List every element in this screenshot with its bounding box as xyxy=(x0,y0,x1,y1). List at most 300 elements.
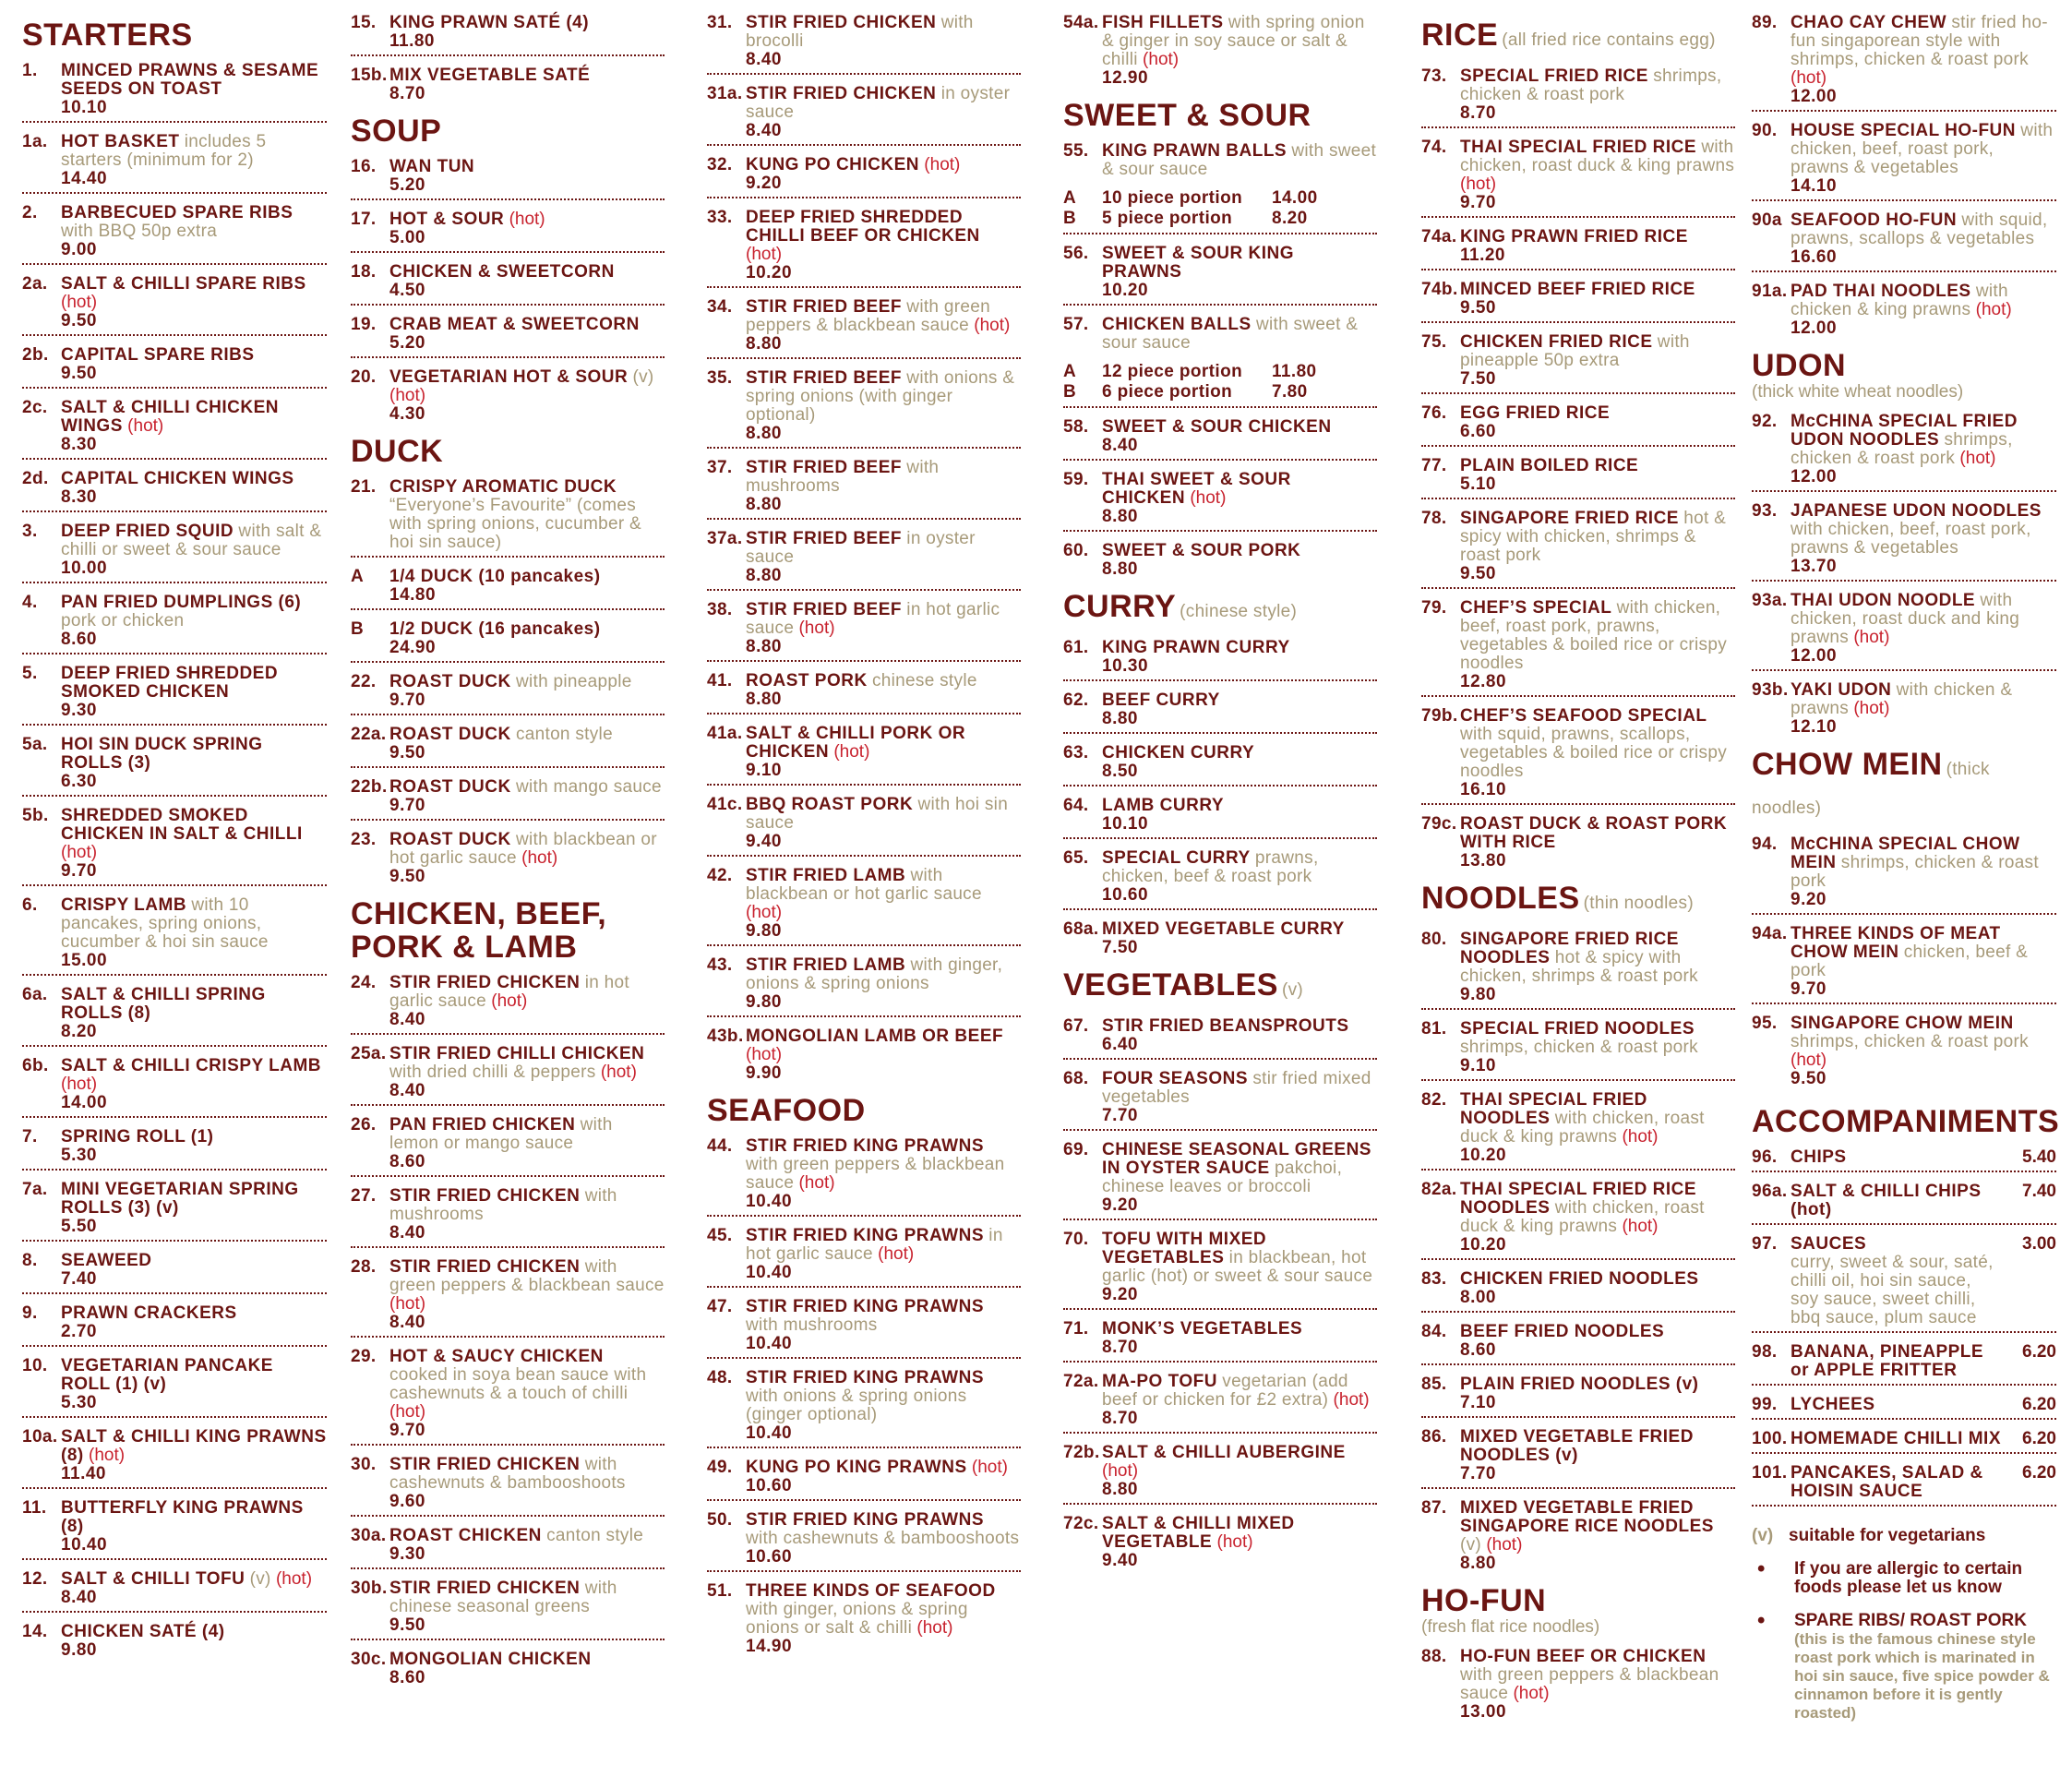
section-heading xyxy=(1421,1584,1735,1617)
item-name: KUNG PO KING PRAWNS xyxy=(746,1458,967,1477)
item-description: with chicken, roast duck and king prawns xyxy=(1791,591,2020,647)
item-description: with pineapple xyxy=(515,672,632,691)
item-price: 10.40 xyxy=(746,1192,793,1211)
item-number: 101. xyxy=(1752,1463,1788,1483)
item-body xyxy=(746,156,1021,193)
item-price: 8.80 xyxy=(1102,709,1138,728)
item-number: 7. xyxy=(22,1127,38,1147)
item-body xyxy=(1102,1320,1377,1357)
item-price: 5.10 xyxy=(1460,474,1496,494)
item-number: 71. xyxy=(1063,1319,1089,1339)
item-number: 91a. xyxy=(1752,282,1788,301)
item-body xyxy=(61,1057,327,1112)
hot-badge: (hot) xyxy=(1143,50,1180,69)
item-name: SALT & CHILLI SPARE RIBS xyxy=(61,274,306,294)
item-name: 1/4 DUCK (10 pancakes) xyxy=(389,567,601,586)
item-price: 15.00 xyxy=(61,951,108,970)
accompaniment-item xyxy=(1752,1147,2056,1172)
item-price: 11.20 xyxy=(1460,246,1505,265)
section-heading xyxy=(351,435,665,468)
item-description: cooked in soya bean sauce with cashewnuts & a touch of chilli xyxy=(389,1365,647,1403)
item-body xyxy=(61,1304,327,1341)
item-name: CAPITAL SPARE RIBS xyxy=(61,345,255,365)
section-subtitle: (all fried rice contains egg) xyxy=(1502,30,1716,50)
item-number: 51. xyxy=(707,1581,733,1601)
item-price: 9.90 xyxy=(746,1063,782,1083)
item-body xyxy=(1460,1181,1735,1255)
menu-item xyxy=(1421,1090,1735,1171)
hot-badge: (hot) xyxy=(971,1458,1008,1477)
menu-item xyxy=(1063,848,1377,910)
item-body xyxy=(389,974,665,1029)
item-price: 10.40 xyxy=(746,1423,793,1443)
item-name: HOMEMADE CHILLI MIX xyxy=(1791,1429,2001,1448)
item-price: 14.00 xyxy=(61,1093,108,1112)
item-price: 2.70 xyxy=(61,1322,97,1341)
item-description: with mango sauce xyxy=(515,777,662,797)
item-number: 100. xyxy=(1752,1429,1788,1448)
menu-item xyxy=(22,735,327,797)
item-number: 82. xyxy=(1421,1090,1447,1110)
item-name: DEEP FRIED SHREDDED CHILLI BEEF OR CHICKEN xyxy=(746,208,980,246)
portion-key: A xyxy=(1063,188,1077,208)
item-body xyxy=(746,85,1021,140)
menu-item xyxy=(351,830,665,890)
hot-badge: (hot) xyxy=(974,316,1011,335)
item-name: STIR FRIED CHICKEN xyxy=(389,1579,581,1598)
item-body xyxy=(1460,67,1735,123)
item-price: 12.00 xyxy=(1791,318,1838,338)
item-description: with chicken & prawns xyxy=(1791,680,2013,718)
item-number: 93a. xyxy=(1752,591,1788,610)
item-number: 2b. xyxy=(22,345,49,365)
item-number: 17. xyxy=(351,210,377,229)
menu-item xyxy=(707,1136,1021,1217)
item-name: CAPITAL CHICKEN WINGS xyxy=(61,469,294,488)
item-description: with green peppers & blackbean sauce xyxy=(746,297,990,335)
item-description: with sweet & sour sauce xyxy=(1102,315,1359,353)
menu-item xyxy=(1421,332,1735,394)
item-name: SALT & CHILLI TOFU xyxy=(61,1569,246,1589)
menu-item xyxy=(1063,1230,1377,1310)
item-name: BANANA, PINEAPPLE or APPLE FRITTER xyxy=(1791,1342,1984,1380)
item-body xyxy=(1460,333,1735,389)
item-number: 79. xyxy=(1421,598,1447,618)
menu-item xyxy=(351,973,665,1035)
item-price: 9.20 xyxy=(1102,1285,1138,1304)
section-title: RICE xyxy=(1421,18,1499,53)
item-name: THAI SPECIAL FRIED RICE xyxy=(1460,138,1697,157)
item-price: 8.80 xyxy=(1102,559,1138,579)
section-heading xyxy=(1752,349,2056,382)
item-price: 9.50 xyxy=(389,867,425,886)
item-name: ROAST DUCK xyxy=(389,777,511,797)
hot-badge: (hot) xyxy=(1460,174,1497,194)
item-price: 8.70 xyxy=(1102,1338,1138,1357)
section-heading xyxy=(22,18,327,52)
item-name: ROAST PORK xyxy=(746,671,868,690)
section-title: CURRY xyxy=(1063,589,1177,624)
item-description: (v) xyxy=(632,367,654,387)
item-body xyxy=(1102,849,1377,905)
item-description: with pineapple 50p extra xyxy=(1460,332,1690,370)
item-description: with chicken, roast duck & king prawns xyxy=(1460,1109,1705,1147)
menu-item xyxy=(1421,1322,1735,1365)
item-number: 31a. xyxy=(707,84,743,103)
menu-item xyxy=(1752,834,2056,915)
item-description: with chicken, beef, roast pork, prawns & vegetables xyxy=(1791,121,2054,177)
item-number: 55. xyxy=(1063,141,1089,161)
item-name: SALT & CHILLI CHIPS (hot) xyxy=(1791,1182,1982,1219)
item-name: STIR FRIED BEEF xyxy=(746,458,903,477)
menu-item xyxy=(22,1251,327,1294)
hot-badge: (hot) xyxy=(1853,699,1890,718)
item-number: 72a. xyxy=(1063,1372,1099,1391)
item-number: 2d. xyxy=(22,469,49,488)
menu-item xyxy=(1421,509,1735,589)
menu-item xyxy=(351,1455,665,1517)
item-number: 38. xyxy=(707,600,733,619)
ribs-text: (this is the famous chinese style roast pork which is marinated in hoi sin sauce, five spice powder & cinnamon before it is gently roasted) xyxy=(1794,1630,2050,1722)
item-number: 4. xyxy=(22,593,38,612)
menu-item xyxy=(22,345,327,389)
item-number: 22. xyxy=(351,672,377,691)
item-description: canton style xyxy=(515,725,613,744)
item-price: 8.60 xyxy=(389,1152,425,1171)
menu-item xyxy=(1063,417,1377,461)
item-number: 1. xyxy=(22,61,38,80)
section-heading xyxy=(1421,882,1735,920)
item-number: 77. xyxy=(1421,456,1447,475)
item-price: 3.00 xyxy=(2022,1234,2056,1254)
item-number: 68a. xyxy=(1063,919,1099,939)
item-price: 16.10 xyxy=(1460,780,1507,799)
item-body xyxy=(389,1258,665,1332)
item-price: 8.30 xyxy=(61,435,97,454)
item-price: 10.00 xyxy=(61,558,108,578)
section-heading xyxy=(1752,748,2056,825)
item-name: SALT & CHILLI AUBERGINE xyxy=(1102,1443,1346,1462)
item-description: “Everyone’s Favourite” (comes with spring onions, cucumber & hoi sin sauce) xyxy=(389,496,642,552)
item-body xyxy=(1791,681,2056,737)
item-body xyxy=(1102,471,1377,526)
item-price: 9.10 xyxy=(1460,1056,1496,1075)
menu-item xyxy=(1063,1319,1377,1363)
item-name: FISH FILLETS xyxy=(1102,13,1224,32)
menu-item xyxy=(1063,1372,1377,1434)
accompaniment-item xyxy=(1752,1342,2056,1386)
item-body xyxy=(61,470,327,507)
item-description: with chicken, roast duck & king prawns xyxy=(1460,1198,1705,1236)
menu-column-4 xyxy=(1063,13,1377,1581)
menu-item xyxy=(1421,280,1735,323)
menu-section xyxy=(351,897,665,1691)
item-number: 32. xyxy=(707,155,733,174)
menu-item xyxy=(707,155,1021,198)
hot-badge: (hot) xyxy=(798,1173,835,1193)
item-body xyxy=(746,1582,1021,1656)
item-name: STIR FRIED BEANSPROUTS xyxy=(1102,1016,1349,1036)
item-name: CHINESE SEASONAL GREENS IN OYSTER SAUCE xyxy=(1102,1140,1371,1178)
section-heading xyxy=(351,897,665,964)
menu-item xyxy=(1752,412,2056,492)
item-description: with green peppers & blackbean sauce xyxy=(389,1257,665,1295)
menu-item xyxy=(351,1044,665,1106)
item-price: 5.30 xyxy=(61,1393,97,1412)
item-number: 34. xyxy=(707,297,733,317)
hot-badge: (hot) xyxy=(389,386,426,405)
item-number: 15. xyxy=(351,13,377,32)
item-body xyxy=(746,796,1021,851)
item-name: MONGOLIAN CHICKEN xyxy=(389,1650,592,1669)
item-price: 11.40 xyxy=(61,1464,106,1483)
hot-badge: (hot) xyxy=(509,210,545,229)
section-heading xyxy=(707,1094,1021,1127)
item-name: STIR FRIED CHICKEN xyxy=(389,973,581,992)
menu-item xyxy=(1421,598,1735,697)
menu-item xyxy=(707,1368,1021,1448)
menu-item xyxy=(707,955,1021,1017)
item-price: 9.70 xyxy=(389,1421,425,1440)
item-body xyxy=(1102,1231,1377,1304)
item-price: 12.10 xyxy=(1791,717,1838,737)
menu-item xyxy=(707,600,1021,662)
item-name: 1/2 DUCK (16 pancakes) xyxy=(389,619,601,639)
item-body xyxy=(389,778,665,815)
item-number: 88. xyxy=(1421,1647,1447,1666)
item-name: SAUCES xyxy=(1791,1234,1867,1254)
item-number: 94a. xyxy=(1752,924,1788,943)
hot-badge: (hot) xyxy=(1102,1461,1139,1481)
item-number: 68. xyxy=(1063,1069,1089,1088)
item-body xyxy=(746,298,1021,354)
item-price: 8.80 xyxy=(1460,1554,1496,1573)
item-description: with cashewnuts & bambooshoots xyxy=(746,1529,1020,1548)
portion-price: 7.80 xyxy=(1272,382,1308,402)
item-number: 74b. xyxy=(1421,280,1458,299)
item-body xyxy=(746,209,1021,282)
item-price: 8.20 xyxy=(61,1022,97,1041)
item-description: shrimps, chicken & roast pork xyxy=(1460,66,1722,104)
menu-item xyxy=(1063,1140,1377,1220)
item-body xyxy=(1102,1141,1377,1215)
hot-badge: (hot) xyxy=(600,1063,637,1082)
item-body xyxy=(61,1623,327,1660)
item-description: with squid, prawns, scallops & vegetables xyxy=(1791,210,2048,248)
hot-badge: (hot) xyxy=(1333,1390,1370,1410)
item-number: 50. xyxy=(707,1510,733,1530)
item-number: 35. xyxy=(707,368,733,388)
menu-item xyxy=(22,1622,327,1663)
item-name: SALT & CHILLI KING PRAWNS (8) xyxy=(61,1427,327,1465)
item-name: SALT & CHILLI SPRING ROLLS (8) xyxy=(61,985,266,1023)
item-body xyxy=(1102,639,1377,676)
item-description: in hot garlic sauce xyxy=(746,1226,1003,1264)
item-number: 92. xyxy=(1752,412,1778,431)
item-number: 11. xyxy=(22,1498,47,1518)
item-description: shrimps, chicken & roast pork xyxy=(1791,1032,2029,1051)
item-number: 72b. xyxy=(1063,1443,1100,1462)
menu-item xyxy=(351,1186,665,1248)
menu-item xyxy=(22,1303,327,1347)
item-body xyxy=(389,620,665,657)
item-name: THAI SWEET & SOUR CHICKEN xyxy=(1102,470,1291,508)
item-number: 99. xyxy=(1752,1395,1778,1414)
hot-badge: (hot) xyxy=(746,245,783,264)
item-body xyxy=(1791,592,2056,666)
item-name: PAN FRIED DUMPLINGS (6) xyxy=(61,593,302,612)
item-body xyxy=(1460,1375,1735,1412)
item-price: 9.50 xyxy=(1460,564,1496,583)
item-body xyxy=(1791,835,2056,909)
item-body xyxy=(389,316,665,353)
item-description: in oyster sauce xyxy=(746,529,976,567)
item-price: 10.30 xyxy=(1102,656,1149,676)
item-price: 14.40 xyxy=(61,169,108,188)
item-body xyxy=(1102,245,1377,300)
item-number: 96. xyxy=(1752,1147,1778,1167)
item-name: CHICKEN FRIED NOODLES xyxy=(1460,1269,1699,1289)
item-name: HOT BASKET xyxy=(61,132,180,151)
item-name: SALT & CHILLI CRISPY LAMB xyxy=(61,1056,322,1075)
item-price: 8.40 xyxy=(389,1010,425,1029)
item-name: YAKI UDON xyxy=(1791,680,1892,700)
menu-item xyxy=(1063,141,1377,183)
item-body xyxy=(1460,931,1735,1004)
item-body xyxy=(1102,1515,1377,1570)
item-price: 8.40 xyxy=(61,1588,97,1607)
item-number: 37a. xyxy=(707,529,743,548)
item-number: 14. xyxy=(22,1622,48,1641)
item-price: 9.70 xyxy=(1791,979,1826,999)
item-description: with blackbean or hot garlic sauce xyxy=(389,830,657,868)
menu-item xyxy=(707,297,1021,359)
item-name: SWEET & SOUR KING PRAWNS xyxy=(1102,244,1295,282)
item-number: 5b. xyxy=(22,806,49,825)
item-number: 95. xyxy=(1752,1014,1778,1033)
item-name: ROAST DUCK xyxy=(389,830,511,849)
menu-item xyxy=(22,1127,327,1171)
item-number: 90. xyxy=(1752,121,1778,140)
menu-column-3 xyxy=(707,13,1021,1667)
item-description: (v) xyxy=(249,1569,271,1589)
portion-key: B xyxy=(1063,209,1077,228)
item-description: stir fried mixed vegetables xyxy=(1102,1069,1371,1107)
item-body xyxy=(746,1369,1021,1443)
menu-section xyxy=(1063,590,1377,961)
hot-badge: (hot) xyxy=(521,848,558,868)
item-description: with chicken, roast duck & king prawns xyxy=(1460,138,1735,175)
veg-key: (v) xyxy=(1752,1526,1774,1545)
item-name: STIR FRIED BEEF xyxy=(746,297,903,317)
item-number: 60. xyxy=(1063,541,1089,560)
item-name: MONGOLIAN LAMB OR BEEF xyxy=(746,1027,1004,1046)
section-heading xyxy=(351,114,665,148)
item-name: SPRING ROLL (1) xyxy=(61,1127,214,1147)
portion-row xyxy=(1063,188,1377,209)
item-name: THAI SPECIAL FRIED RICE NOODLES xyxy=(1460,1180,1697,1218)
item-number: 80. xyxy=(1421,930,1447,949)
item-price: 10.60 xyxy=(1102,885,1149,905)
menu-item xyxy=(351,1347,665,1446)
item-price: 8.60 xyxy=(1460,1340,1496,1360)
item-body xyxy=(61,986,327,1041)
menu-item xyxy=(707,866,1021,946)
menu-item xyxy=(1752,1014,2056,1092)
item-body xyxy=(389,66,665,103)
item-name: THREE KINDS OF MEAT CHOW MEIN xyxy=(1791,924,2001,962)
item-body xyxy=(389,1527,665,1564)
item-name: PLAIN FRIED NOODLES (v) xyxy=(1460,1375,1699,1394)
item-price: 9.50 xyxy=(389,743,425,762)
item-body xyxy=(1791,1183,2001,1219)
hot-badge: (hot) xyxy=(389,1402,426,1422)
item-name: McCHINA SPECIAL FRIED UDON NOODLES xyxy=(1791,412,2018,450)
hot-badge: (hot) xyxy=(746,1045,783,1064)
item-number: 2c. xyxy=(22,398,48,417)
menu-item xyxy=(351,367,665,427)
item-number: 30b. xyxy=(351,1579,388,1598)
item-name: THAI UDON NOODLE xyxy=(1791,591,1976,610)
item-number: 85. xyxy=(1421,1375,1447,1394)
item-price: 10.40 xyxy=(746,1263,793,1282)
menu-item xyxy=(1421,66,1735,128)
item-name: BEEF FRIED NOODLES xyxy=(1460,1322,1665,1341)
item-body xyxy=(61,275,327,330)
item-body xyxy=(746,1027,1021,1083)
item-name: KING PRAWN FRIED RICE xyxy=(1460,227,1688,246)
hot-badge: (hot) xyxy=(491,991,528,1011)
item-number: 28. xyxy=(351,1257,377,1277)
item-price: 8.70 xyxy=(1102,1409,1138,1428)
section-subtitle: (fresh flat rice noodles) xyxy=(1421,1617,1600,1637)
item-number: 37. xyxy=(707,458,733,477)
menu-item xyxy=(22,274,327,336)
item-price: 8.40 xyxy=(389,1223,425,1243)
item-price: 14.80 xyxy=(389,585,437,605)
item-name: STIR FRIED BEEF xyxy=(746,529,903,548)
item-body xyxy=(746,1459,1021,1495)
menu-item xyxy=(707,208,1021,288)
item-body xyxy=(746,1511,1021,1567)
menu-section xyxy=(1063,968,1377,1574)
hot-badge: (hot) xyxy=(1959,449,1996,468)
item-body xyxy=(1791,1464,2001,1501)
item-body xyxy=(61,1357,327,1412)
menu-item xyxy=(1421,138,1735,218)
item-name: STIR FRIED CHICKEN xyxy=(389,1257,581,1277)
item-number: 9. xyxy=(22,1303,38,1323)
item-number: 21. xyxy=(351,477,377,497)
portion-key: B xyxy=(1063,382,1077,402)
item-number: 97. xyxy=(1752,1234,1778,1254)
item-number: 43b. xyxy=(707,1027,744,1046)
item-name: MIX VEGETABLE SATÉ xyxy=(389,66,591,85)
item-price: 7.50 xyxy=(1102,938,1138,957)
item-name: BEEF CURRY xyxy=(1102,690,1220,710)
hot-badge: (hot) xyxy=(746,903,783,922)
item-price: 10.20 xyxy=(1102,281,1149,300)
item-name: CRISPY AROMATIC DUCK xyxy=(389,477,617,497)
item-number: 8. xyxy=(22,1251,38,1270)
menu-item xyxy=(22,203,327,265)
menu-item xyxy=(1752,591,2056,671)
menu-item xyxy=(22,398,327,460)
menu-item xyxy=(707,84,1021,146)
item-number: 7a. xyxy=(22,1180,48,1199)
menu-item xyxy=(707,671,1021,714)
item-body xyxy=(389,568,665,605)
